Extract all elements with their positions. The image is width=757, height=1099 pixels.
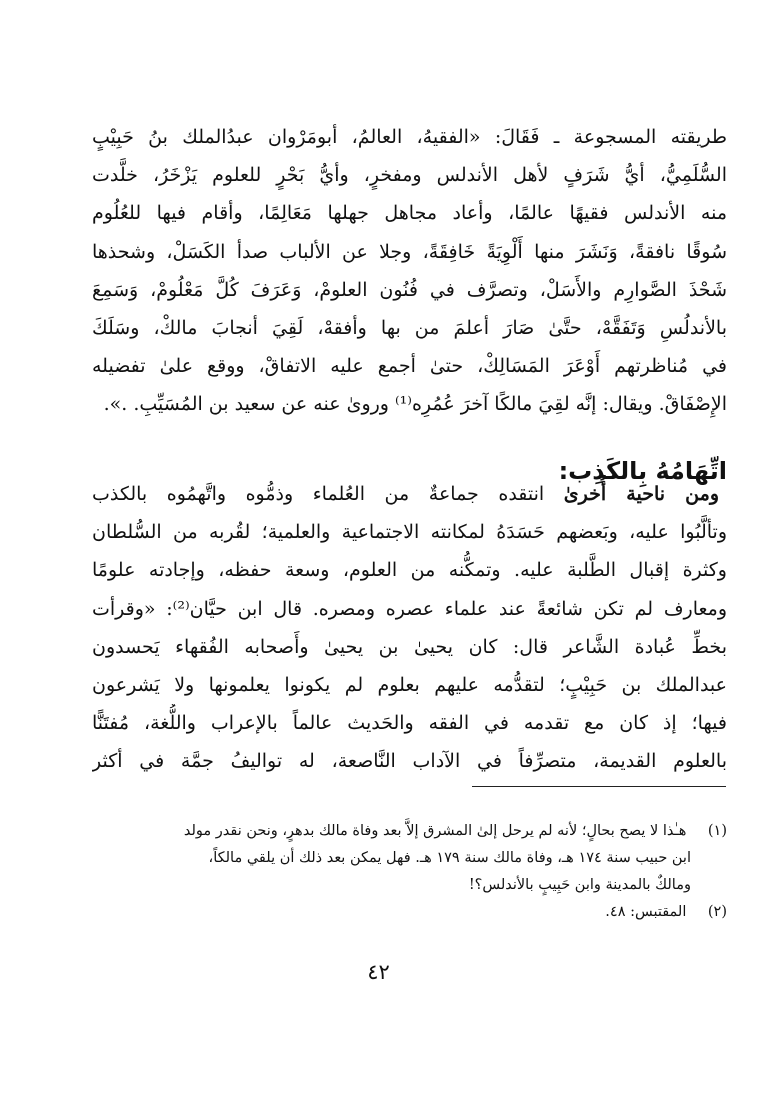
text-line: فيها؛ إذ كان مع تقدمه في الفقه والحَديث عالماً بالإعراب واللُّغة، مُفتَنًّا (92, 712, 727, 735)
text-line: الإِصْفَاقْ. ويقال: إنَّه لقِيَ مالكًا آخرَ عُمُرِه⁽¹⁾ وروىٰ عنه عن سعيد بن المُسَيِّبِ. .». (103, 393, 727, 416)
paragraph-quote (92, 118, 727, 424)
text-line: بالأندلُسِ وَتَفَقَّهْ، حتَّىٰ صَارَ أعلمَ من بها وأفقهْ، لَقِيَ أنجابَ مالكْ، وسَلَكَ (92, 316, 727, 339)
paragraph-accusation (92, 475, 727, 781)
footnote-divider (472, 786, 726, 787)
text-line: ومعارف لم تكن شائعةً عند علماء عصره ومصره. قال ابن حيَّان⁽²⁾: «وقرأت (92, 597, 727, 620)
text-line: وتألَّبُوا عليه، وبَعضهم حَسَدَهُ لمكانته الاجتماعية والعلمية؛ لقُربه من السُّلطان (92, 521, 727, 544)
footnote-number: (١) (707, 823, 727, 839)
footnote-1-line: ابن حبيب سنة ١٧٤ هـ، وفاة مالك سنة ١٧٩ هـ. فهل يمكن بعد ذلك أن يلقي مالكاً، (208, 850, 691, 866)
text-line: عبدالملك بن حَبِيْبٍ؛ لتقدُّمه عليهم بعلوم لم يكونوا يعلمونها ولا يَشرعون (92, 673, 727, 696)
text-line: وكثرة إقبال الطَّلبة عليه. وتمكُّنه من العلوم، وسعة حفظه، وإجادته علومًا (92, 559, 727, 582)
text-line: بخطِّ عُبادة الشَّاعر قال: كان يحيىٰ بن يحيىٰ وأَصحابه الفُقهاء يَحسدون (92, 635, 727, 658)
text-line: السُّلَمِيُّ، أيُّ شَرَفٍ لأهل الأندلس ومفخرٍ، وأيُّ بَحْرٍ للعلوم يَزْخَرُ، خلَّدت (92, 164, 727, 187)
lead-phrase: ومن ناحية أُخرىٰ (563, 483, 719, 505)
text-line-rest: انتقده جماعةٌ من العُلماء وذمُّوه واتَّهمُوه بالكذب (92, 483, 564, 505)
text-line: في مُناظرتهم أَوْعَرَ المَسَالِكْ، حتىٰ أجمع عليه الاتفاقْ، ووقع علىٰ تفضيله (92, 355, 727, 378)
footnote-2-line (95, 899, 727, 926)
footnote-1-line (95, 818, 727, 845)
section-heading: اتِّهَامُهُ بِالكَذِب: (558, 457, 727, 485)
footnotes (95, 818, 727, 926)
text-line: منه الأندلس فقيهًا عالمًا، وأعاد مجاهل جهلها مَعَالِمًا، وأقام فيها للعُلُوم (92, 202, 727, 225)
page-number: ٤٢ (367, 960, 390, 984)
text-line: سُوقًا نافقةً، وَنَشَرَ منها أَلْوِيَةً خَافِقَةً، وجلا عن الألباب صدأ الكَسَلْ، وشحذها (92, 240, 727, 263)
footnote-1-line: ومالكٌ بالمدينة وابن حَبِيبٍ بالأندلس؟! (468, 877, 691, 893)
footnote-text: هـٰذا لا يصح بحالٍ؛ لأنه لم يرحل إلىٰ المشرق إلاَّ بعد وفاة مالك بدهرٍ، ونحن نقدر مولد (183, 823, 687, 839)
text-line: بالعلوم القديمة، متصرِّفاً في الآداب النَّاصعة، له تواليفُ جمَّة في أكثر (92, 750, 727, 773)
text-line (92, 475, 727, 513)
footnote-number: (٢) (707, 904, 727, 920)
footnote-text: المقتبس: ٤٨. (605, 904, 687, 920)
text-line: طريقته المسجوعة ـ فَقَالَ: «الفقيهُ، العالمُ، أبومَرْوان عبدُالملك بنُ حَبِيْبٍ (92, 126, 727, 148)
text-line: شَحْذَ الصَّوارِم والأَسَلْ، وتصرَّف في فُنُون العلومْ، وَعَرَفَ كُلَّ مَعْلُومْ، وَسَمِعَ (92, 278, 727, 301)
